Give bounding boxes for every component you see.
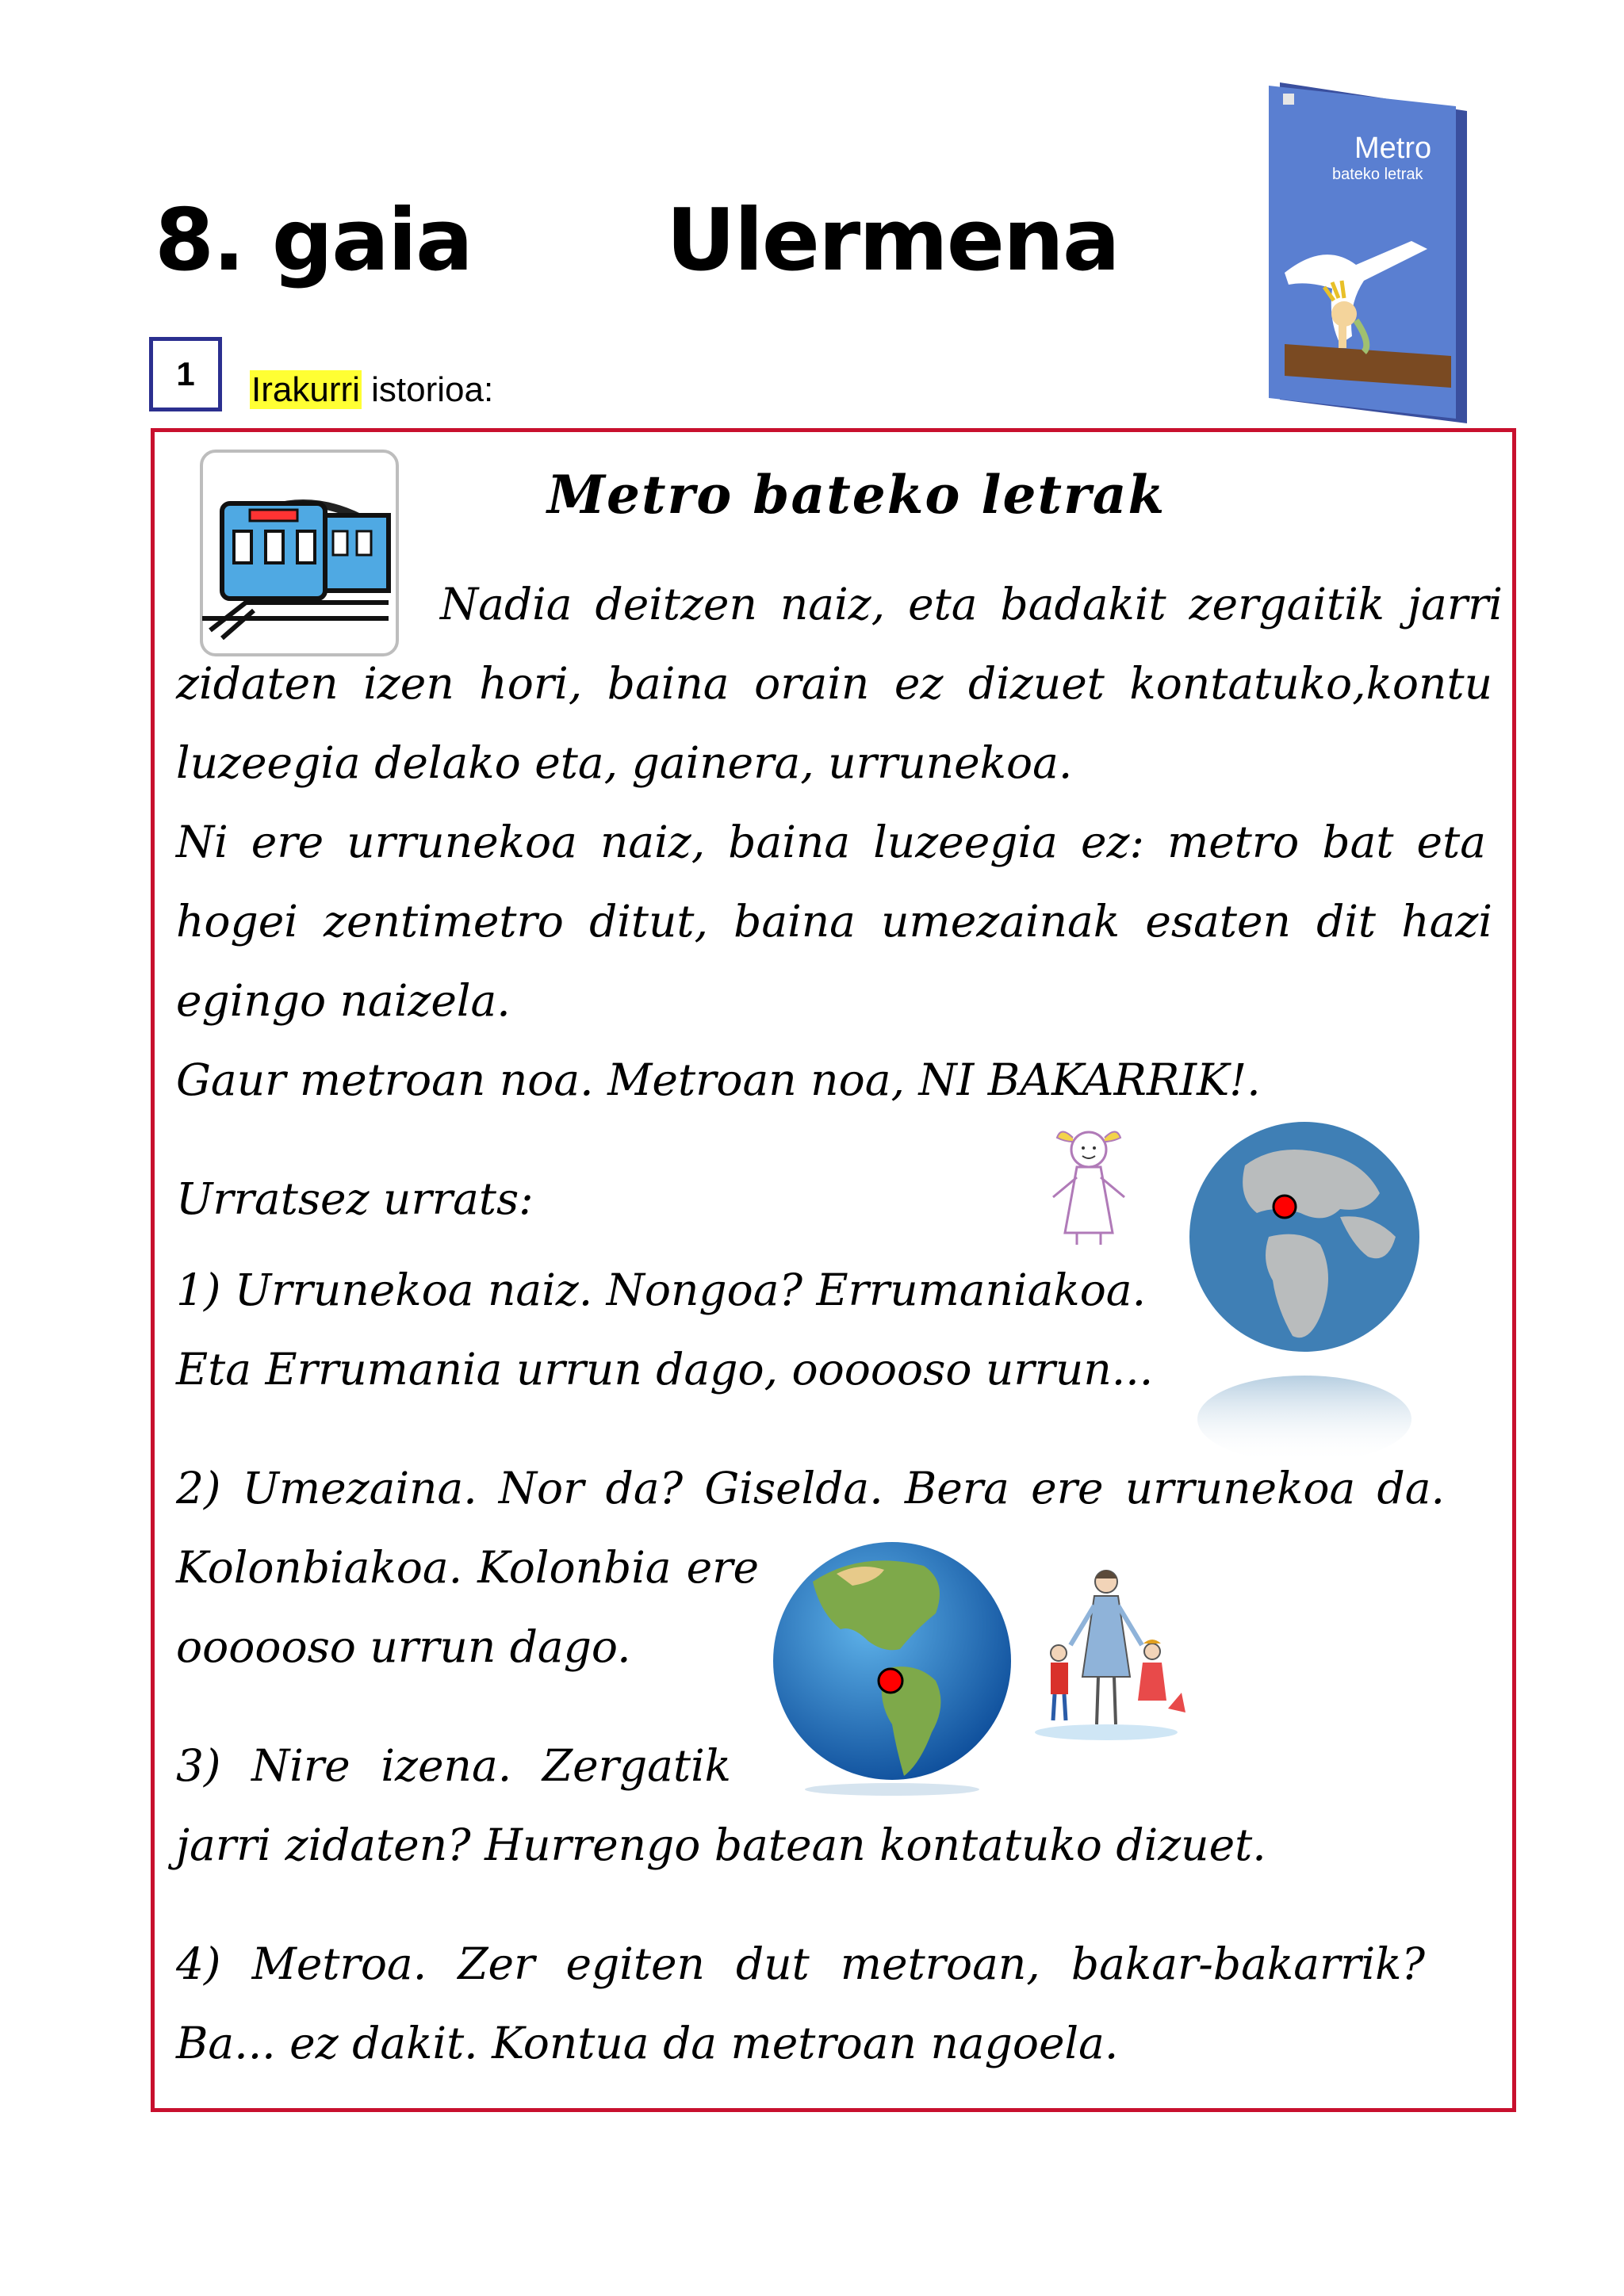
story-line: 2) Umezaina. Nor da? Giselda. Bera ere urrunekoa da. xyxy=(176,1463,1445,1513)
book-title: Metro xyxy=(1354,132,1432,165)
story-line: Eta Errumania urrun dago, oooooso urrun... xyxy=(176,1344,1154,1395)
exercise-number-box xyxy=(149,337,222,411)
book-cover-image xyxy=(1269,82,1467,423)
exercise-number: 1 xyxy=(176,355,195,392)
story-line: 4) Metroa. Zer egiten dut metroan, bakar-bakarrik? xyxy=(176,1938,1425,1989)
story-line: Kolonbiakoa. Kolonbia ere xyxy=(176,1542,759,1593)
girl-drawing-icon xyxy=(1045,1118,1140,1245)
globe-europe-icon xyxy=(1182,1118,1427,1467)
book-subtitle: bateko letrak xyxy=(1332,166,1423,183)
instruction-highlight: Irakurri xyxy=(251,370,360,409)
exercise-instruction xyxy=(250,370,494,409)
globe-americas-icon xyxy=(765,1534,1019,1796)
story-line: 3) Nire izena. Zergatik xyxy=(176,1740,731,1791)
story-line: luzeegia delako eta, gainera, urrunekoa. xyxy=(176,737,1073,788)
story-line: jarri zidaten? Hurrengo batean kontatuko dizuet. xyxy=(176,1820,1266,1870)
story-line: Nadia deitzen naiz, eta badakit zergaitik jarri xyxy=(440,579,1503,629)
story-line: zidaten izen hori, baina orain ez dizuet kontatuko,kontu xyxy=(176,658,1492,709)
story-line: egingo naizela. xyxy=(176,975,511,1026)
story-title: Metro bateko letrak xyxy=(547,464,1166,526)
story-line: Gaur metroan noa. Metroan noa, NI BAKARRIK!. xyxy=(176,1054,1261,1105)
story-line: Ba... ez dakit. Kontua da metroan nagoela. xyxy=(176,2018,1119,2068)
instruction-rest: istorioa: xyxy=(361,370,494,409)
story-line: oooooso urrun dago. xyxy=(176,1621,631,1672)
story-line: 1) Urrunekoa naiz. Nongoa? Errumaniakoa. xyxy=(176,1265,1147,1315)
metro-train-icon xyxy=(198,448,400,658)
story-line: Ni ere urrunekoa naiz, baina luzeegia ez: metro bat eta xyxy=(176,817,1486,867)
story-line: hogei zentimetro ditut, baina umezainak esaten dit hazi xyxy=(176,896,1492,947)
unit-title: 8. gaia xyxy=(155,191,472,290)
section-title: Ulermena xyxy=(666,191,1119,290)
story-line: Urratsez urrats: xyxy=(176,1173,534,1224)
family-drawing-icon xyxy=(1027,1558,1185,1756)
